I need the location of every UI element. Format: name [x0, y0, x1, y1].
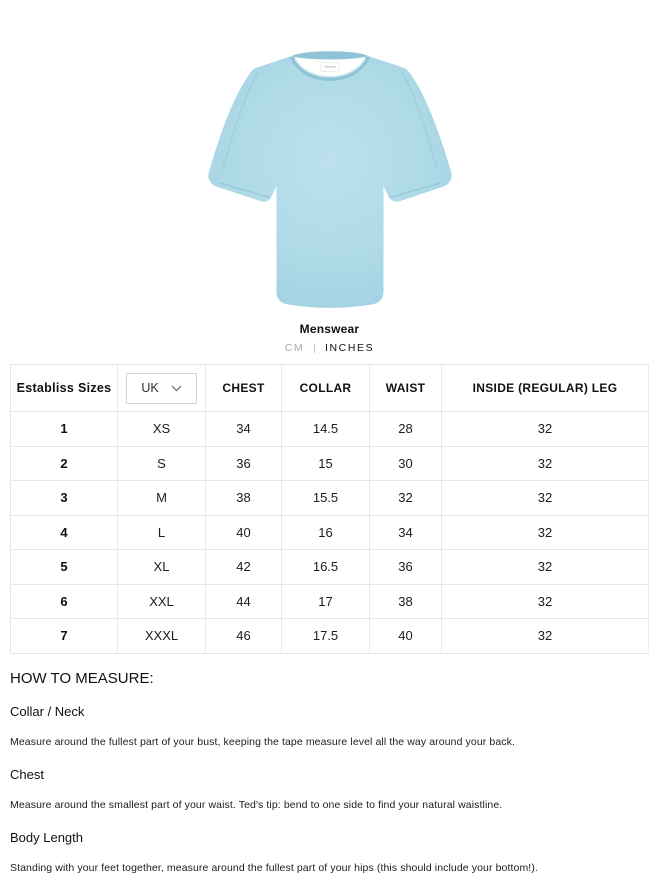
table-row [11, 619, 648, 654]
measure-item [10, 830, 649, 874]
uk-size-cell: XS [118, 412, 206, 447]
measure-text-collar-neck: Measure around the fullest part of your bust, keeping the tape measure level all the way around your back. [10, 735, 515, 748]
measure-text-chest: Measure around the smallest part of your waist. Ted's tip: bend to one side to find your natural waistline. [10, 798, 503, 811]
size-number-cell: 3 [11, 481, 118, 516]
measure-heading-collar-neck: Collar / Neck [10, 703, 85, 719]
waist-cell: 34 [370, 516, 442, 551]
measure-heading-chest: Chest [10, 766, 44, 782]
unit-divider: | [313, 342, 316, 354]
chest-cell: 44 [206, 585, 282, 620]
leg-cell: 32 [442, 481, 648, 516]
waist-cell: 40 [370, 619, 442, 654]
waist-cell: 32 [370, 481, 442, 516]
collar-cell: 16 [282, 516, 370, 551]
uk-size-cell: XL [118, 550, 206, 585]
measure-item [10, 767, 649, 811]
waist-cell: 30 [370, 447, 442, 482]
leg-header-cell: INSIDE (REGULAR) LEG [442, 365, 648, 412]
measure-text-body-length: Standing with your feet together, measure around the fullest part of your hips (this should include your bottom!). [10, 861, 538, 874]
collar-cell: 17.5 [282, 619, 370, 654]
size-number-cell: 2 [11, 447, 118, 482]
chevron-down-icon [171, 385, 182, 392]
uk-size-cell: S [118, 447, 206, 482]
unit-inches-option[interactable]: INCHES [324, 342, 375, 354]
uk-size-cell: L [118, 516, 206, 551]
sizes-header-cell: Establiss Sizes [11, 365, 118, 412]
chest-cell: 36 [206, 447, 282, 482]
size-number-cell: 7 [11, 619, 118, 654]
collar-header-cell: COLLAR [282, 365, 370, 412]
product-image [0, 0, 659, 310]
table-row [11, 481, 648, 516]
size-table-header-row [11, 365, 648, 412]
leg-cell: 32 [442, 447, 648, 482]
how-to-measure-title: HOW TO MEASURE: [10, 669, 154, 687]
size-number-cell: 6 [11, 585, 118, 620]
tshirt-back-collar [291, 51, 367, 59]
collar-cell: 16.5 [282, 550, 370, 585]
region-select-value: UK [141, 381, 159, 395]
chest-cell: 42 [206, 550, 282, 585]
waist-cell: 28 [370, 412, 442, 447]
brand-label: Menswear [299, 322, 360, 336]
uk-size-cell: M [118, 481, 206, 516]
chest-header-cell: CHEST [206, 365, 282, 412]
table-row [11, 516, 648, 551]
table-row [11, 585, 648, 620]
size-table [10, 364, 649, 654]
table-row [11, 447, 648, 482]
waist-cell: 38 [370, 585, 442, 620]
collar-cell: 14.5 [282, 412, 370, 447]
leg-cell: 32 [442, 412, 648, 447]
table-row [11, 550, 648, 585]
tshirt-image [194, 36, 466, 310]
measure-heading-body-length: Body Length [10, 829, 84, 845]
size-number-cell: 5 [11, 550, 118, 585]
tshirt-body [208, 56, 451, 308]
leg-cell: 32 [442, 516, 648, 551]
unit-cm-option[interactable]: CM [284, 342, 305, 354]
unit-toggle [0, 342, 659, 354]
size-number-cell: 4 [11, 516, 118, 551]
size-number-cell: 1 [11, 412, 118, 447]
region-selector-cell [118, 365, 206, 412]
table-row [11, 412, 648, 447]
uk-size-cell: XXXL [118, 619, 206, 654]
chest-cell: 34 [206, 412, 282, 447]
how-to-measure-section [10, 670, 649, 874]
chest-cell: 38 [206, 481, 282, 516]
uk-size-cell: XXL [118, 585, 206, 620]
region-select-dropdown[interactable] [126, 373, 197, 404]
chest-cell: 40 [206, 516, 282, 551]
waist-header-cell: WAIST [370, 365, 442, 412]
waist-cell: 36 [370, 550, 442, 585]
leg-cell: 32 [442, 585, 648, 620]
leg-cell: 32 [442, 619, 648, 654]
measure-item [10, 704, 649, 748]
collar-cell: 15.5 [282, 481, 370, 516]
size-table-body [11, 412, 648, 654]
collar-cell: 15 [282, 447, 370, 482]
leg-cell: 32 [442, 550, 648, 585]
chest-cell: 46 [206, 619, 282, 654]
collar-cell: 17 [282, 585, 370, 620]
